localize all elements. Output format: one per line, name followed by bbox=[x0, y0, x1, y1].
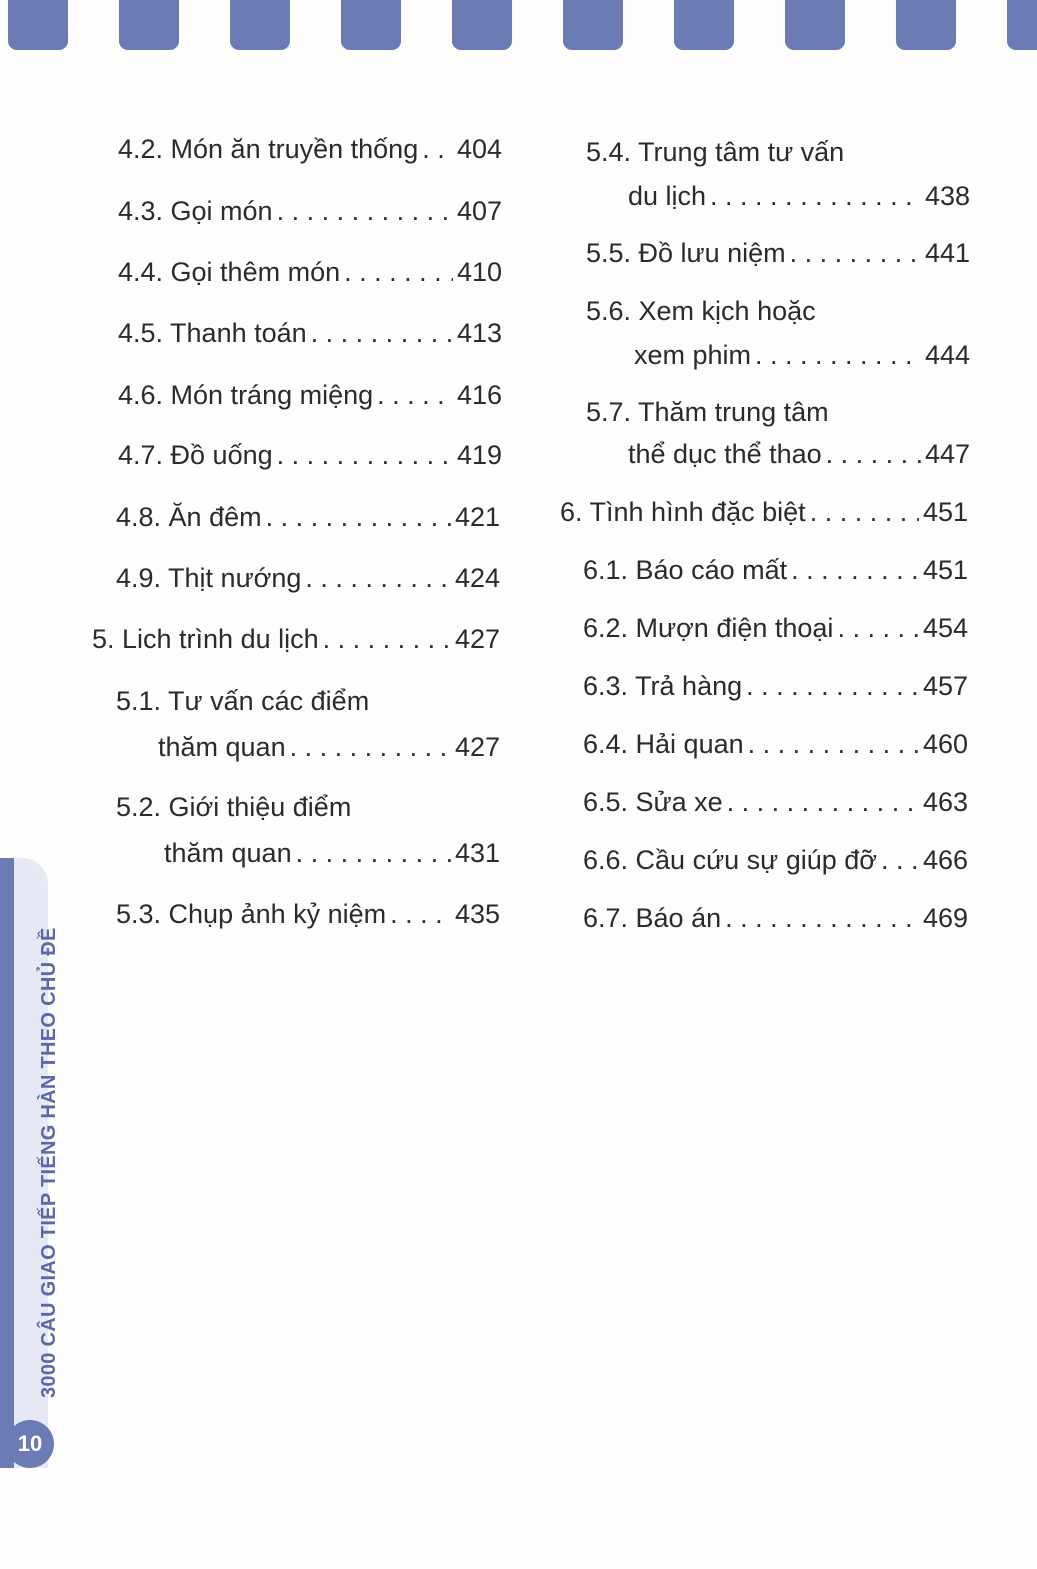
toc-entry-page: 451 bbox=[922, 555, 968, 585]
toc-entry-page: 454 bbox=[922, 613, 968, 643]
toc-entry-page: 424 bbox=[454, 563, 500, 593]
toc-entry-page: 421 bbox=[454, 502, 500, 532]
toc-entry[interactable] bbox=[586, 294, 970, 372]
toc-entry-page: 460 bbox=[922, 729, 968, 759]
toc-entry-page: 447 bbox=[924, 439, 970, 469]
toc-entry-title-cont: thể dục thể thao bbox=[628, 439, 822, 469]
toc-entry-title: 5.5. Đồ lưu niệm bbox=[586, 238, 786, 268]
toc-entry[interactable] bbox=[118, 438, 502, 472]
toc-entry-title-cont: thăm quan bbox=[158, 732, 286, 762]
toc-section[interactable] bbox=[92, 622, 500, 656]
header-tab bbox=[119, 0, 179, 50]
header-tab bbox=[8, 0, 68, 50]
header-tab bbox=[341, 0, 401, 50]
toc-entry-title: 5. Lich trình du lịch bbox=[92, 624, 319, 654]
toc-section[interactable] bbox=[560, 495, 968, 529]
toc-entry-title: 6.4. Hải quan bbox=[583, 729, 744, 759]
toc-entry-title: 6. Tình hình đặc biệt bbox=[560, 497, 806, 527]
toc-entry-page: 444 bbox=[924, 340, 970, 370]
toc-entry-page: 427 bbox=[454, 732, 500, 762]
toc-entry-page: 457 bbox=[922, 671, 968, 701]
header-tab bbox=[230, 0, 290, 50]
toc-entry-title: 4.6. Món tráng miệng bbox=[118, 380, 374, 410]
toc-entry[interactable] bbox=[583, 901, 968, 935]
toc-entry[interactable] bbox=[586, 135, 970, 213]
toc-entry[interactable] bbox=[583, 553, 968, 587]
toc-entry[interactable] bbox=[118, 316, 502, 350]
toc-entry[interactable] bbox=[116, 897, 500, 931]
toc-entry[interactable] bbox=[583, 611, 968, 645]
toc-entry-title: 4.9. Thịt nướng bbox=[116, 563, 302, 593]
toc-entry-page: 416 bbox=[456, 380, 502, 410]
toc-entry-page: 469 bbox=[922, 903, 968, 933]
toc-entry[interactable] bbox=[116, 684, 500, 764]
toc-entry-page: 463 bbox=[922, 787, 968, 817]
toc-entry-title: 4.7. Đồ uống bbox=[118, 440, 273, 470]
book-title-vertical: 3000 CÂU GIAO TIẾP TIẾNG HÀN THEO CHỦ ĐỀ bbox=[38, 927, 60, 1398]
toc-entry-title: 5.3. Chụp ảnh kỷ niệm bbox=[116, 899, 387, 929]
toc-entry-page: 441 bbox=[924, 238, 970, 268]
toc-entry-title: 5.7. Thăm trung tâm bbox=[586, 397, 829, 427]
toc-entry[interactable] bbox=[118, 194, 502, 228]
header-tab bbox=[1007, 0, 1037, 50]
toc-entry-title: 5.1. Tư vấn các điểm bbox=[116, 686, 370, 716]
toc-entry-page: 427 bbox=[454, 624, 500, 654]
toc-entry[interactable] bbox=[586, 395, 970, 471]
header-tab bbox=[674, 0, 734, 50]
toc-entry-title: 6.7. Báo án bbox=[583, 903, 722, 933]
toc-entry[interactable] bbox=[586, 236, 970, 270]
toc-entry-title-cont: thăm quan bbox=[164, 838, 292, 868]
toc-entry-title: 6.6. Cầu cứu sự giúp đỡ bbox=[583, 845, 878, 875]
toc-entry-page: 466 bbox=[922, 845, 968, 875]
toc-entry-page: 404 bbox=[456, 134, 502, 164]
toc-entry-title: 6.3. Trả hàng bbox=[583, 671, 743, 701]
header-tabs bbox=[0, 0, 1037, 52]
toc-entry[interactable] bbox=[583, 727, 968, 761]
toc-entry[interactable] bbox=[116, 790, 500, 870]
toc-entry-page: 451 bbox=[922, 497, 968, 527]
toc-entry-title-cont: du lịch bbox=[628, 181, 707, 211]
toc-entry-title: 4.4. Gọi thêm món bbox=[118, 257, 341, 287]
toc-entry[interactable] bbox=[116, 561, 500, 595]
toc-entry[interactable] bbox=[583, 785, 968, 819]
header-tab bbox=[785, 0, 845, 50]
toc-entry-title: 5.4. Trung tâm tư vấn bbox=[586, 137, 845, 167]
toc-entry-page: 407 bbox=[456, 196, 502, 226]
page-number: 10 bbox=[6, 1420, 54, 1468]
toc-entry[interactable] bbox=[118, 255, 502, 289]
toc-entry-title-cont: xem phim bbox=[634, 340, 752, 370]
toc-entry-page: 438 bbox=[924, 181, 970, 211]
side-label-bar bbox=[0, 858, 14, 1468]
toc-entry-page: 410 bbox=[456, 257, 502, 287]
toc-entry[interactable] bbox=[583, 843, 968, 877]
toc-entry-title: 6.2. Mượn điện thoại bbox=[583, 613, 834, 643]
toc-entry-page: 419 bbox=[456, 440, 502, 470]
toc-entry-title: 6.5. Sửa xe bbox=[583, 787, 723, 817]
toc-entry-page: 431 bbox=[454, 838, 500, 868]
toc-entry-title: 4.2. Món ăn truyền thống bbox=[118, 134, 419, 164]
header-tab bbox=[896, 0, 956, 50]
toc-entry-title: 5.2. Giới thiệu điểm bbox=[116, 792, 352, 822]
toc-entry[interactable] bbox=[116, 500, 500, 534]
toc-entry-title: 4.3. Gọi món bbox=[118, 196, 273, 226]
toc-entry-title: 4.5. Thanh toán bbox=[118, 318, 307, 348]
toc-entry-page: 435 bbox=[454, 899, 500, 929]
toc-entry-title: 5.6. Xem kịch hoặc bbox=[586, 296, 816, 326]
header-tab bbox=[563, 0, 623, 50]
toc-entry-title: 4.8. Ăn đêm bbox=[116, 502, 262, 532]
toc-entry[interactable] bbox=[118, 378, 502, 412]
header-tab bbox=[452, 0, 512, 50]
toc-entry[interactable] bbox=[583, 669, 968, 703]
toc-entry-page: 413 bbox=[456, 318, 502, 348]
toc-entry[interactable] bbox=[118, 132, 502, 166]
toc-entry-title: 6.1. Báo cáo mất bbox=[583, 555, 788, 585]
